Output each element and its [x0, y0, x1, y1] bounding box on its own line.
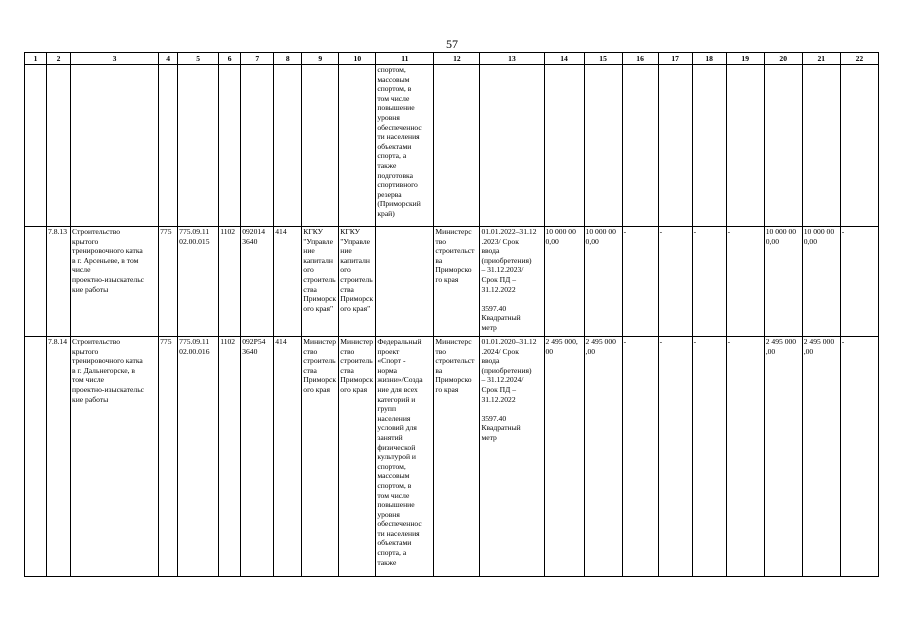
- table-cell: 775.09.11 02.00.016: [178, 337, 219, 577]
- table-cell: [544, 65, 584, 227]
- table-cell: 2 495 000 ,00: [802, 337, 840, 577]
- object-name-cell: Строительство крытого тренировочного катка в г. Дальнегорске, в том числе проектно-изыскательс кие работы: [71, 337, 159, 577]
- column-header: 20: [764, 53, 802, 65]
- column-header: 1: [25, 53, 47, 65]
- table-cell: [25, 227, 47, 337]
- column-header: 21: [802, 53, 840, 65]
- table-cell: 01.01.2020–31.12 .2024/ Срок ввода (приобретения) – 31.12.2024/ Срок ПД – 31.12.2022 3597.40 Квадратный метр: [480, 337, 544, 577]
- header-row: [25, 53, 879, 65]
- column-header: 5: [178, 53, 219, 65]
- table-cell: [339, 65, 376, 227]
- table-cell: [434, 65, 480, 227]
- table-cell: [840, 65, 878, 227]
- table-cell: Министерс тво строительст ва Приморско го края: [434, 227, 480, 337]
- table-cell: [376, 227, 434, 337]
- row-number-cell: 7.8.14: [47, 337, 71, 577]
- column-header: 13: [480, 53, 544, 65]
- table-row: [25, 227, 879, 337]
- table-cell: [802, 65, 840, 227]
- column-header: 2: [47, 53, 71, 65]
- table-cell: 10 000 00 0,00: [544, 227, 584, 337]
- table-cell: -: [622, 227, 658, 337]
- table-cell: [241, 65, 274, 227]
- table-cell: 10 000 00 0,00: [764, 227, 802, 337]
- table-cell: -: [726, 227, 764, 337]
- table-cell: -: [726, 337, 764, 577]
- table-cell: КГКУ "Управле ние капиталн ого строитель ства Приморск ого края": [302, 227, 339, 337]
- column-header: 4: [159, 53, 178, 65]
- table-cell: [25, 65, 47, 227]
- table-cell: Министер ство строитель ства Приморск ого края: [302, 337, 339, 577]
- table-cell: [584, 65, 622, 227]
- column-header: 9: [302, 53, 339, 65]
- table-cell: -: [692, 337, 726, 577]
- table-cell: [47, 65, 71, 227]
- table-cell: [764, 65, 802, 227]
- column-header: 10: [339, 53, 376, 65]
- column-header: 16: [622, 53, 658, 65]
- table-cell: [274, 65, 302, 227]
- table-cell: 2 495 000 ,00: [764, 337, 802, 577]
- object-name-cell: Строительство крытого тренировочного катка в г. Арсеньеве, в том числе проектно-изыскательс кие работы: [71, 227, 159, 337]
- table-cell: [71, 65, 159, 227]
- column-header: 14: [544, 53, 584, 65]
- table-cell: 2 495 000, 00: [544, 337, 584, 577]
- row-number-cell: 7.8.13: [47, 227, 71, 337]
- table-cell: 092P54 3640: [241, 337, 274, 577]
- table-cell: [159, 65, 178, 227]
- table-cell: 775.09.11 02.00.015: [178, 227, 219, 337]
- column-header: 12: [434, 53, 480, 65]
- table-row: [25, 65, 879, 227]
- table-cell: -: [692, 227, 726, 337]
- table-cell: Министерс тво строительст ва Приморско го края: [434, 337, 480, 577]
- table-cell: [25, 337, 47, 577]
- table-cell: Министер ство строитель ства Приморск ого края: [339, 337, 376, 577]
- table-cell: спортом, массовым спортом, в том числе повышение уровня обеспеченнос ти населения объектами спорта, а также подготовка спортивного резерва (Приморский край): [376, 65, 434, 227]
- table-cell: [658, 65, 692, 227]
- budget-table: [24, 52, 879, 577]
- column-header: 3: [71, 53, 159, 65]
- table-cell: -: [658, 227, 692, 337]
- table-cell: [219, 65, 241, 227]
- table-cell: 10 000 00 0,00: [802, 227, 840, 337]
- table-cell: -: [840, 227, 878, 337]
- table-cell: 2 495 000 ,00: [584, 337, 622, 577]
- column-header: 19: [726, 53, 764, 65]
- table-cell: 10 000 00 0,00: [584, 227, 622, 337]
- table-cell: 092014 3640: [241, 227, 274, 337]
- table-cell: 01.01.2022–31.12 .2023/ Срок ввода (приобретения) – 31.12.2023/ Срок ПД – 31.12.2022 3597.40 Квадратный метр: [480, 227, 544, 337]
- column-header: 15: [584, 53, 622, 65]
- table-cell: КГКУ "Управле ние капиталн ого строитель ства Приморск ого края": [339, 227, 376, 337]
- column-header: 7: [241, 53, 274, 65]
- page-number: 57: [446, 37, 458, 51]
- table-cell: [178, 65, 219, 227]
- table-cell: 775: [159, 227, 178, 337]
- column-header: 8: [274, 53, 302, 65]
- table-cell: 1102: [219, 227, 241, 337]
- table-cell: [480, 65, 544, 227]
- column-header: 17: [658, 53, 692, 65]
- table-cell: -: [622, 337, 658, 577]
- table-cell: [302, 65, 339, 227]
- table-cell: [692, 65, 726, 227]
- table-cell: 414: [274, 337, 302, 577]
- column-header: 22: [840, 53, 878, 65]
- table-cell: 1102: [219, 337, 241, 577]
- column-header: 18: [692, 53, 726, 65]
- table-cell: 775: [159, 337, 178, 577]
- table-cell: -: [840, 337, 878, 577]
- table-cell: -: [658, 337, 692, 577]
- table-cell: Федеральный проект «Спорт - норма жизни»/Созда ние для всех категорий и групп населения условий для занятий физической культурой и спортом, массовым спортом, в том числе повышение уровня обеспеченнос ти населения объектами спорта, а также: [376, 337, 434, 577]
- table-cell: 414: [274, 227, 302, 337]
- column-header: 6: [219, 53, 241, 65]
- table-cell: [622, 65, 658, 227]
- table-cell: [726, 65, 764, 227]
- column-header: 11: [376, 53, 434, 65]
- table-row: [25, 337, 879, 577]
